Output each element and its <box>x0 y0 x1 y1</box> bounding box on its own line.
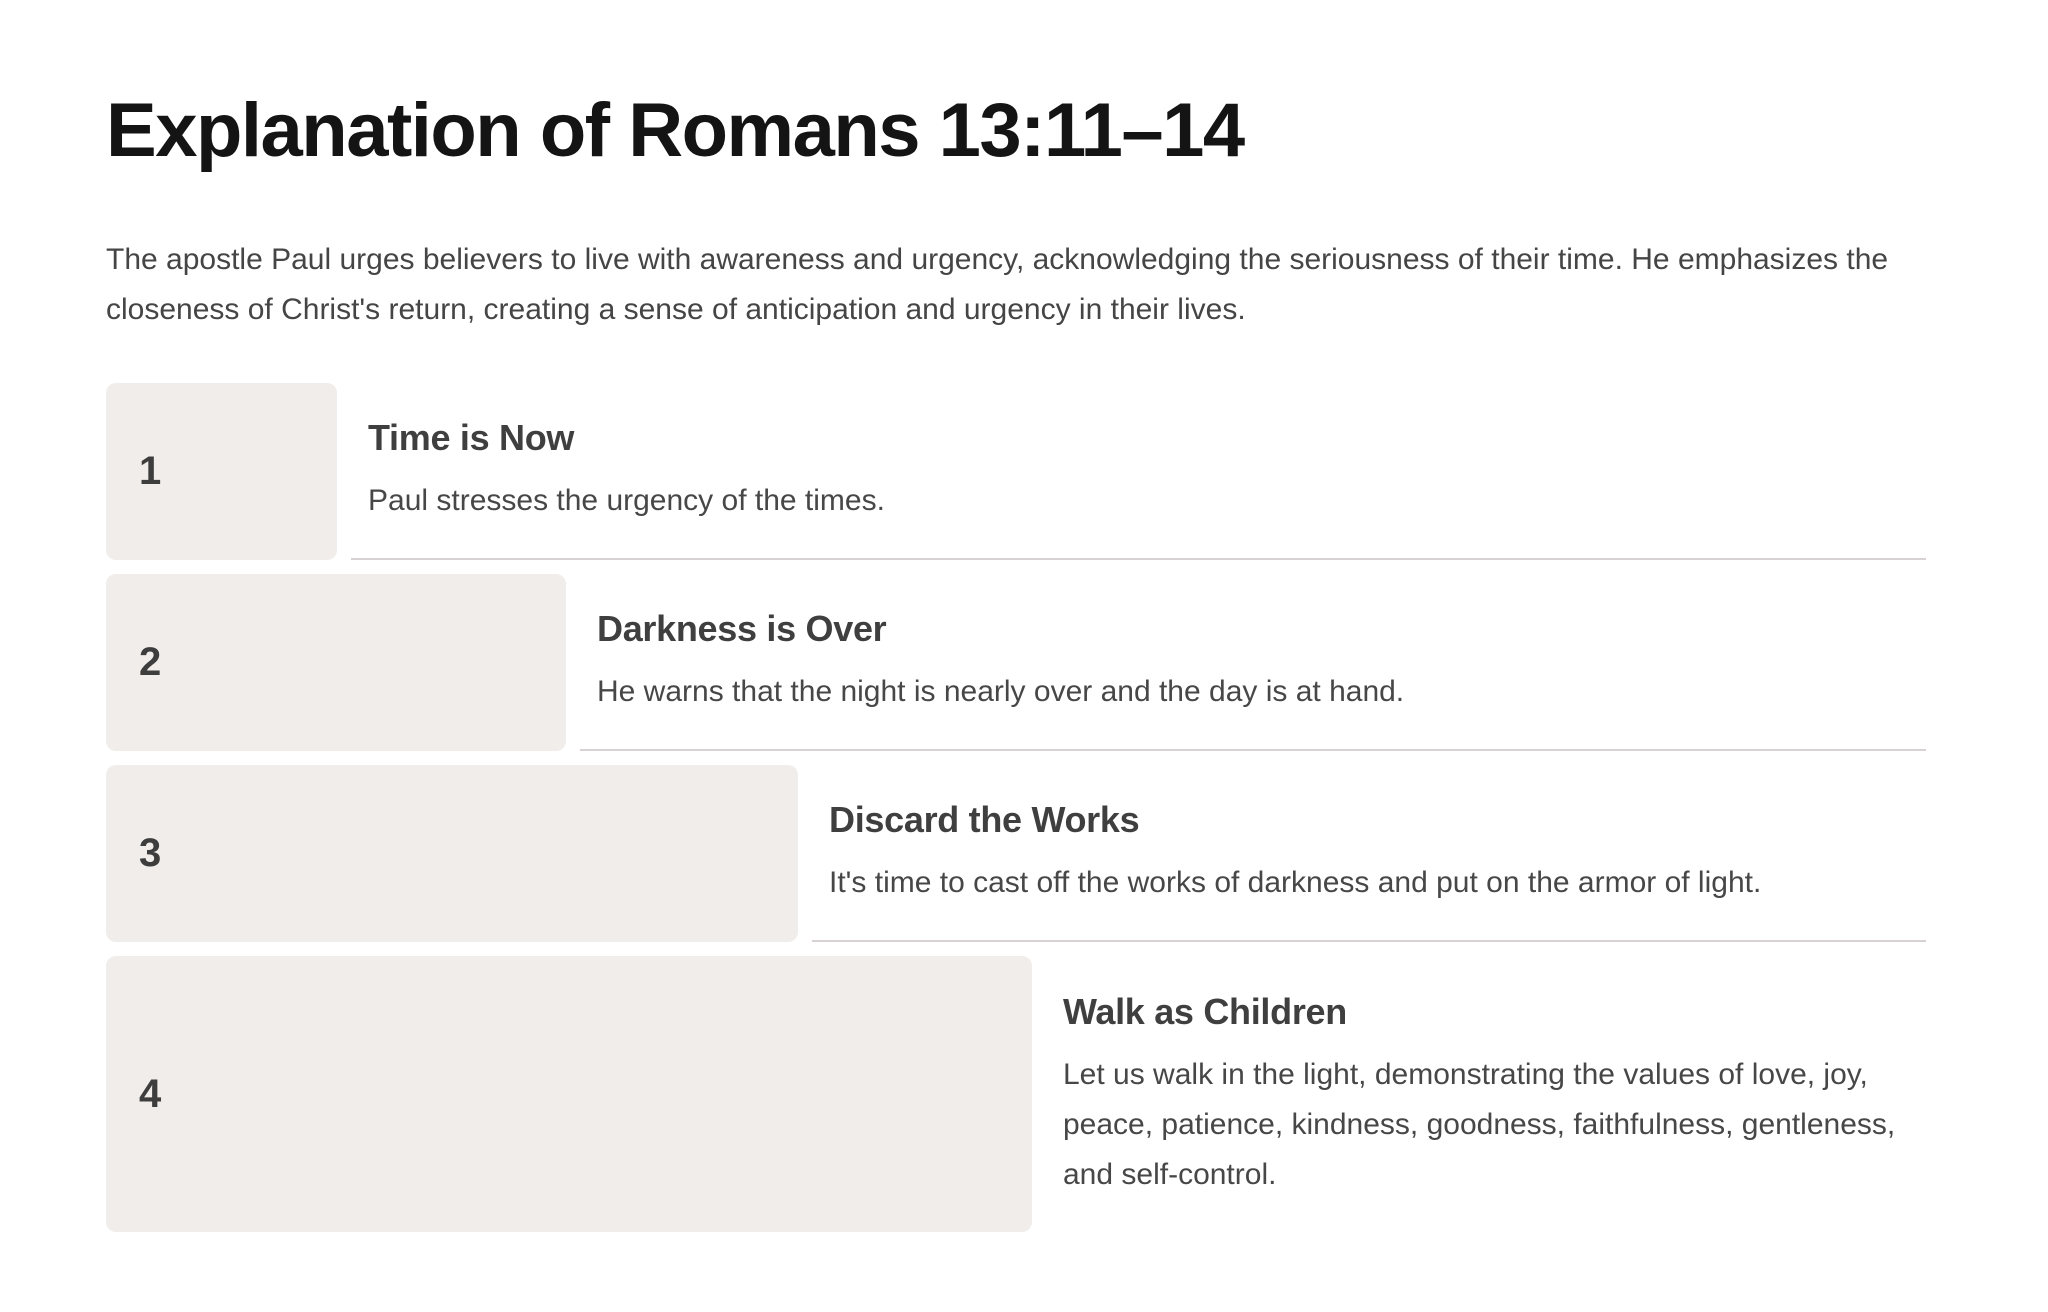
step-4-number: 4 <box>139 1071 162 1116</box>
step-2-text <box>580 574 1926 751</box>
step-3-number: 3 <box>139 831 162 876</box>
step-4-text <box>1046 956 1926 1232</box>
step-3-title: Discard the Works <box>829 799 1140 841</box>
step-3-description: It's time to cast off the works of darkness and put on the armor of light. <box>829 866 1762 900</box>
step-1-text <box>351 383 1926 560</box>
step-2-number: 2 <box>139 640 162 685</box>
step-4-description: Let us walk in the light, demonstrating the values of love, joy, peace, patience, kindness, goodness, faithfulness, gentleness, and self-control. <box>1063 1057 1896 1191</box>
step-row-3 <box>106 765 1926 942</box>
page-title: Explanation of Romans 13:11–14 <box>106 88 1244 173</box>
steps-list <box>106 383 1926 1232</box>
step-row-4 <box>106 956 1926 1232</box>
step-4-number-block <box>106 956 1032 1232</box>
step-row-2 <box>106 574 1926 751</box>
step-1-number-block <box>106 383 337 560</box>
step-1-description: Paul stresses the urgency of the times. <box>368 484 885 518</box>
step-2-title: Darkness is Over <box>597 608 887 650</box>
step-row-1 <box>106 383 1926 560</box>
step-2-description: He warns that the night is nearly over and the day is at hand. <box>597 675 1405 709</box>
step-2-number-block <box>106 574 566 751</box>
step-3-text <box>812 765 1926 942</box>
intro-paragraph: The apostle Paul urges believers to live with awareness and urgency, acknowledging the seriousness of their time. He emphasizes the closeness of Christ's return, creating a sense of anticipation and urgency in their lives. <box>106 243 1889 327</box>
step-1-number: 1 <box>139 449 162 494</box>
step-1-title: Time is Now <box>368 417 575 459</box>
step-4-title: Walk as Children <box>1063 990 1347 1032</box>
step-3-number-block <box>106 765 798 942</box>
